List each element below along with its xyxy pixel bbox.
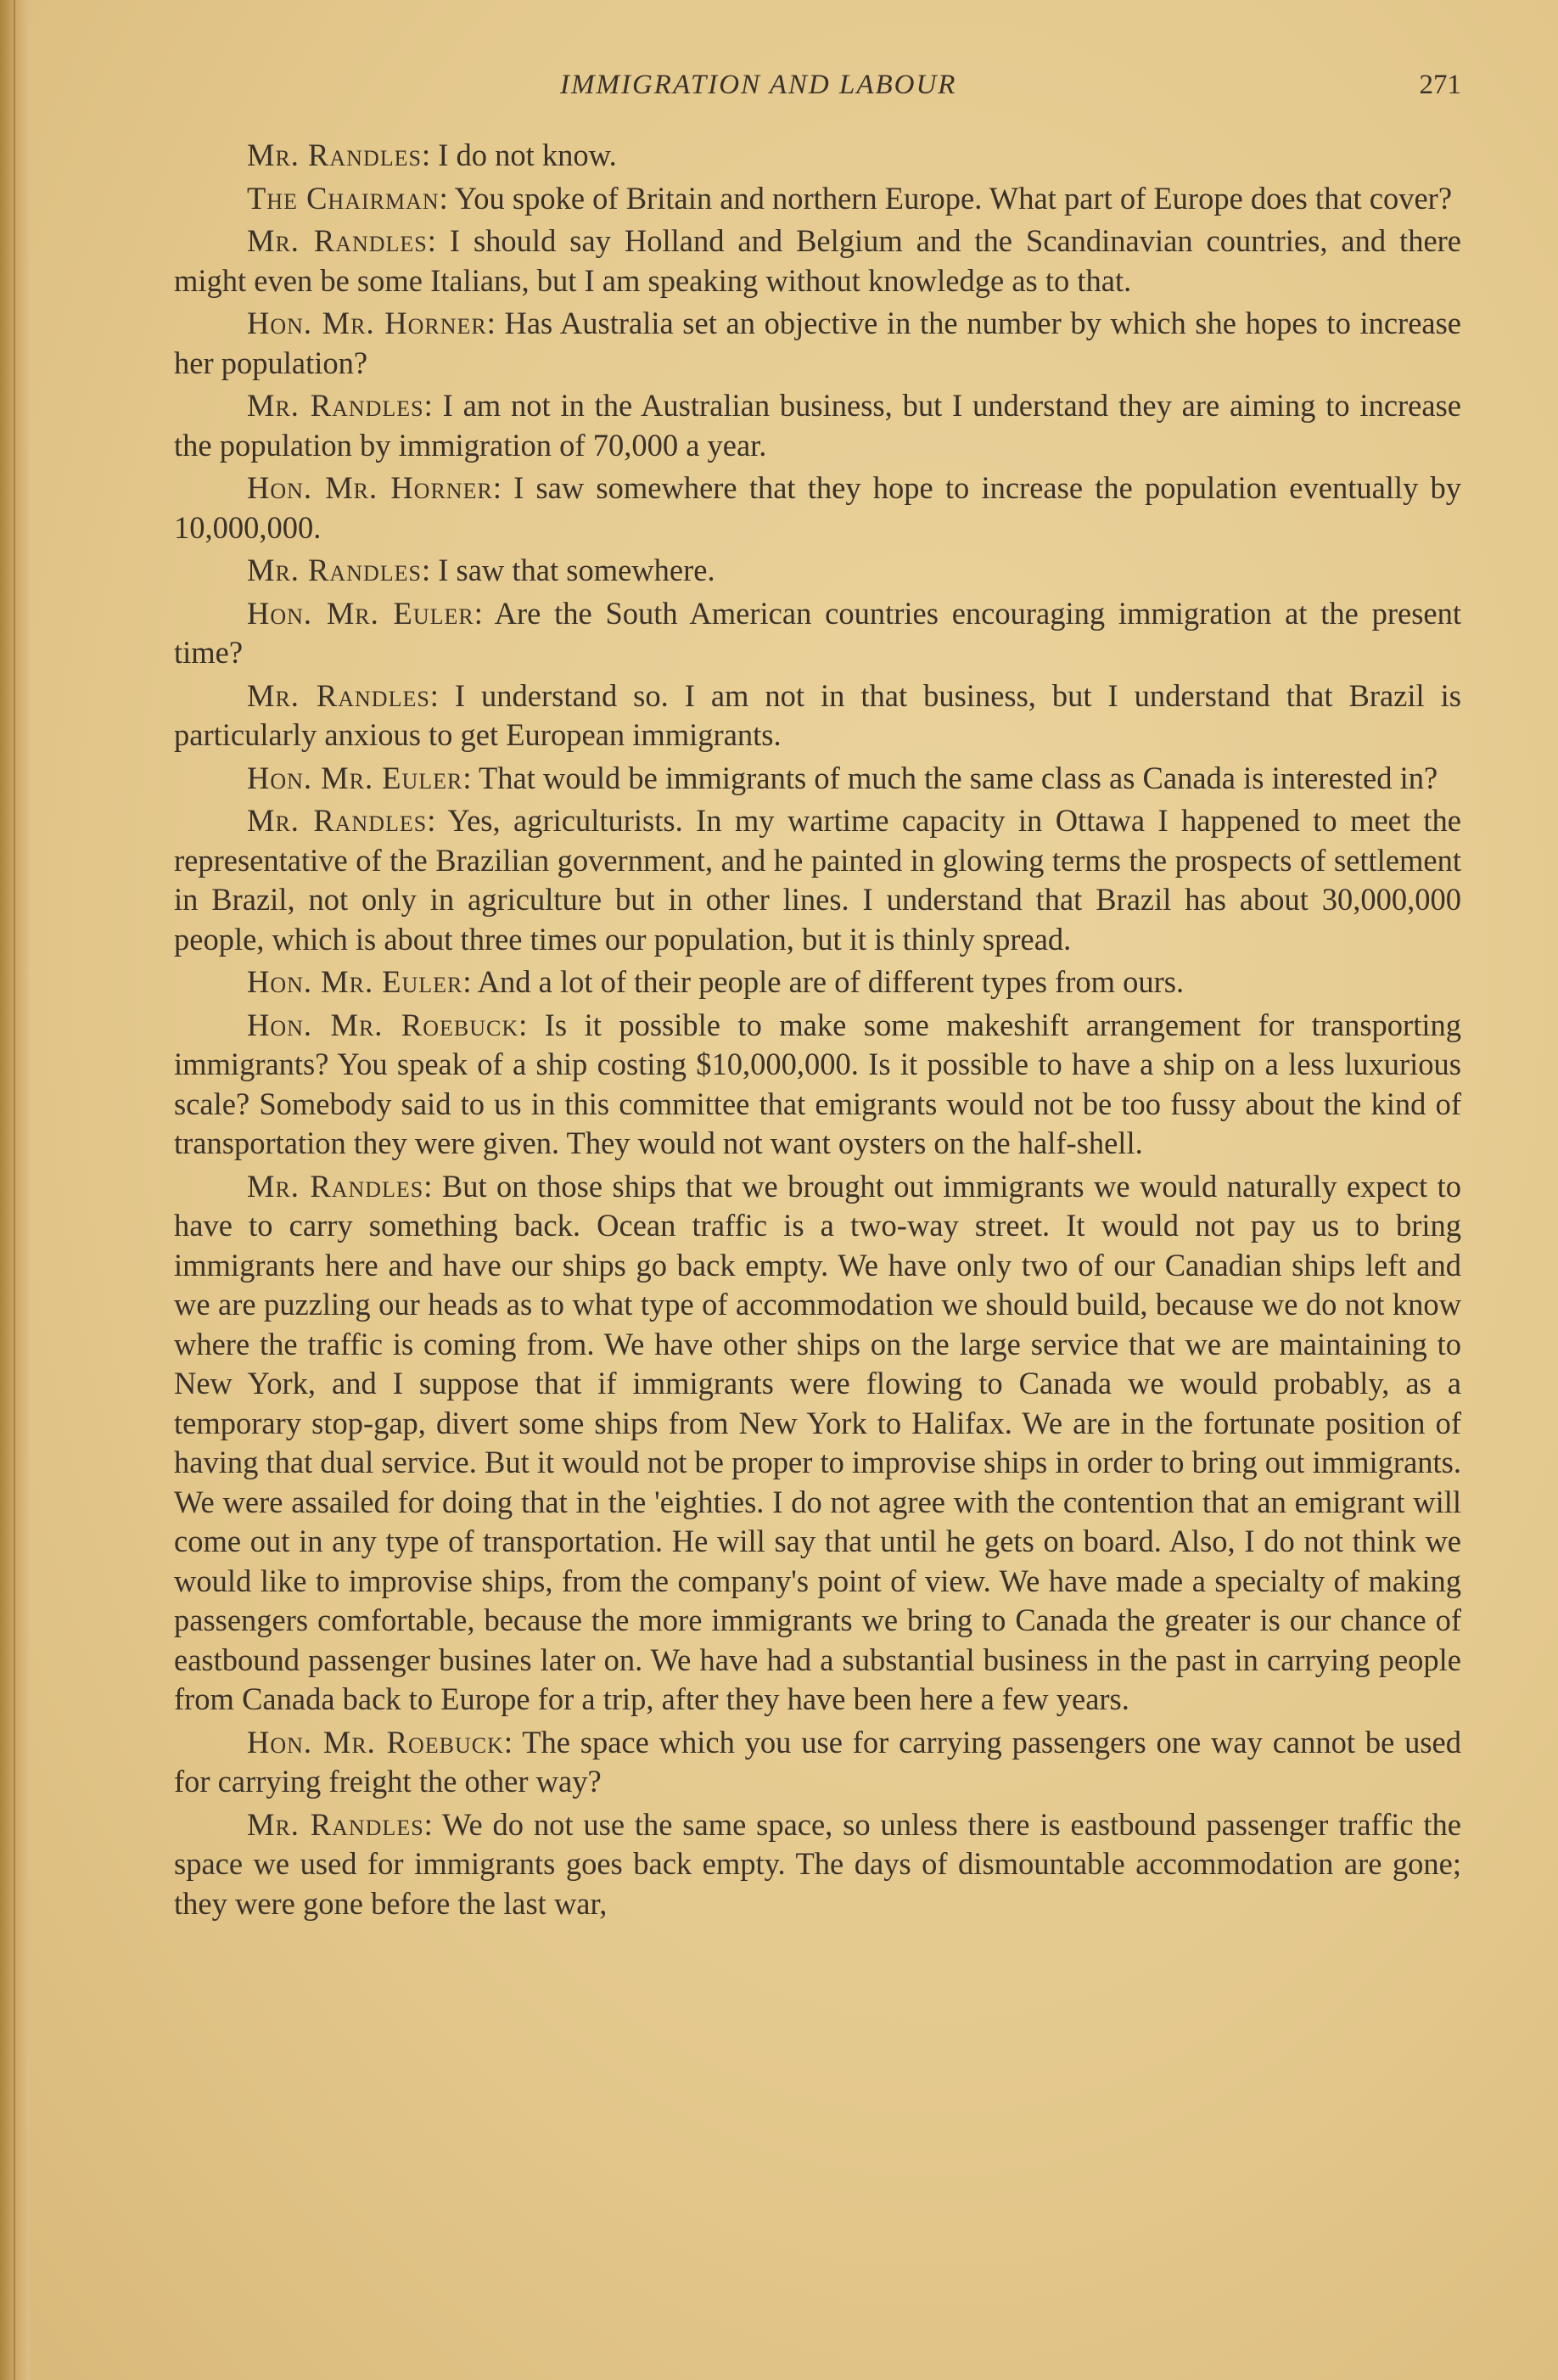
paragraph [174,801,1461,959]
paragraph [174,551,1461,591]
paragraph [174,179,1461,219]
speaker-name: Mr. Randles [247,553,422,587]
running-title: IMMIGRATION AND LABOUR [560,70,957,100]
paragraph-text: : I do not know. [421,138,617,172]
speaker-name: Hon. Mr. Horner [247,470,493,505]
paragraph-text: : You spoke of Britain and northern Europe. What part of Europe does that cover? [439,180,1453,216]
paragraph [174,304,1461,383]
paragraph [174,676,1461,755]
speaker-name: Mr. Randles [247,1806,424,1842]
speaker-name: Mr. Randles [247,138,422,172]
speaker-name: Mr. Randles [247,803,428,838]
paragraph [174,386,1461,465]
paragraph-text: : The space which you use for carrying passengers one way cannot be used for carrying freight the other way? [174,1724,1462,1799]
paragraph-text: : Has Australia set an objective in the number by which she hopes to increase her population? [174,306,1462,380]
paragraph-text: : Is it possible to make some makeshift arrangement for transporting immigrants? You speak of a ship costing $10,000,000. Is it possible to have a ship on a less luxurious scale? Somebody said to us in this committee that emigrants would not be too fussy about the kind of transportation they were given. They would not want oysters on the half-shell. [174,1007,1461,1160]
speaker-name: Mr. Randles [247,677,430,713]
paragraph [174,594,1461,673]
page-number: 271 [1419,70,1461,100]
speaker-name: Mr. Randles [247,1168,424,1204]
paragraph-text: : That would be immigrants of much the same class as Canada is interested in? [462,760,1438,795]
paragraph-text: : But on those ships that we brought out immigrants we would naturally expect to have to carry something back. Ocean traffic is a two-way street. It would not pay us to bring immigrants here and have our ships go back empty. We have only two of our Canadian ships left and we are puzzling our heads as to what type of accommodation we should build, because we do not know where the traffic is coming from. We have other ships on the large service that we are maintaining to New York, and I suppose that if immigrants were flowing to Canada we would probably, as a temporary stop-gap, divert some ships from New York to Halifax. We are in the fortunate position of having that dual service. But it would not be proper to improvise ships in order to bring out immigrants. We were assailed for doing that in the 'eighties. I do not agree with the contention that an emigrant will come out in any type of transportation. He will say that until he gets on board. Also, I do not think we would like to improvise ships, from the company's point of view. We have made a specialty of making passengers comfortable, because the more immigrants we bring to Canada the greater is our chance of eastbound passenger busines later on. We have had a substantial business in the past in carrying people from Canada back to Europe for a trip, after they have been here a few years. [174,1168,1461,1716]
speaker-name: Hon. Mr. Roebuck [247,1724,504,1760]
paragraph-text: : Are the South American countries encouraging immigration at the present time? [174,595,1461,670]
paragraph-text: : I saw somewhere that they hope to increase the population eventually by 10,000,000. [174,470,1461,545]
speaker-name: Hon. Mr. Euler [247,760,463,795]
speaker-name: Mr. Randles [247,223,428,258]
paragraph [174,759,1461,799]
page-header [174,70,1461,112]
paragraph [174,1723,1461,1802]
paragraph [174,136,1461,176]
paragraph-text: : I am not in the Australian business, but I understand they are aiming to increase the population by immigration of 70,000 a year. [174,388,1461,463]
spine-crease [14,0,15,2380]
paragraph-text: : I saw that somewhere. [421,553,715,587]
speaker-name: The Chairman [247,180,440,216]
paragraph [174,963,1461,1002]
paragraph-text: : I understand so. I am not in that business, but I understand that Brazil is particularly anxious to get European immigrants. [174,677,1461,752]
speaker-name: Mr. Randles [247,388,424,423]
body-text [174,136,1461,1923]
speaker-name: Hon. Mr. Euler [247,595,474,631]
paragraph-text: : We do not use the same space, so unless there is eastbound passenger traffic the space we used for immigrants goes back empty. The days of dismountable accommodation are gone; they were gone before the last war, [174,1806,1461,1921]
paragraph [174,222,1461,300]
paragraph [174,469,1461,547]
paragraph-text: : And a lot of their people are of different types from ours. [462,964,1185,999]
speaker-name: Hon. Mr. Roebuck [247,1007,519,1042]
speaker-name: Hon. Mr. Euler [247,964,463,999]
paragraph-text: : I should say Holland and Belgium and the Scandinavian countries, and there might even be some Italians, but I am speaking without knowledge as to that. [174,223,1461,298]
paragraph [174,1167,1461,1720]
paragraph [174,1006,1461,1164]
paragraph [174,1805,1461,1924]
speaker-name: Hon. Mr. Horner [247,306,487,340]
paragraph-text: : Yes, agriculturists. In my wartime capacity in Ottawa I happened to meet the representative of the Brazilian government, and he painted in glowing terms the prospects of settlement in Brazil, not only in agriculture but in other lines. I understand that Brazil has about 30,000,000 people, which is about three times our population, but it is thinly spread. [174,803,1461,957]
